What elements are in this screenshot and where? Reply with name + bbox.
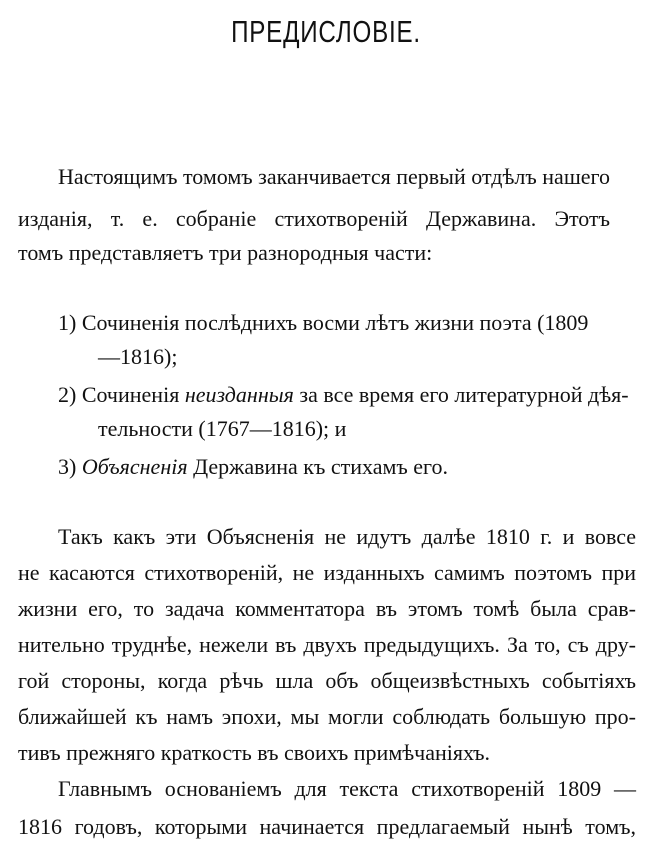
list-item-2-line-1 [58, 382, 629, 408]
para2-line-4: нительно труднѣе, нежели въ двухъ предыдущихъ. За то, съ дру- [18, 632, 636, 657]
list-item-2-line-2: тельности (1767—1816); и [98, 416, 347, 441]
para1-line-3: томъ представляетъ три разнородныя части: [18, 240, 433, 265]
para2-line-1: Такъ какъ эти Объясненія не идутъ далѣе 1810 г. и вовсе [58, 524, 636, 549]
para1-line-1: Настоящимъ томомъ заканчивается первый отдѣлъ нашего [58, 164, 610, 189]
para3-line-1: Главнымъ основаніемъ для текста стихотвореній 1809 — [58, 776, 636, 801]
list-item-2-post: за все время его литературной дѣя- [293, 382, 629, 407]
page-title: ПРЕДИСЛОВІЕ. [231, 14, 421, 49]
para2-line-6: ближайшей къ намъ эпохи, мы могли соблюдать большую про- [18, 704, 636, 729]
list-item-1-line-2: —1816); [98, 344, 178, 369]
para2-line-7: тивъ прежняго краткость въ своихъ примѣчаніяхъ. [18, 740, 491, 765]
list-item-3-pre: 3) [58, 454, 82, 479]
para2-line-5: гой стороны, когда рѣчь шла объ общеизвѣстныхъ событіяхъ [18, 668, 636, 693]
para2-line-2: не касаются стихотвореній, не изданныхъ самимъ поэтомъ при [18, 560, 636, 585]
list-item-3-post: Державина къ стихамъ его. [187, 454, 449, 479]
para2-line-3: жизни его, то задача комментатора въ этомъ томѣ была срав- [18, 596, 636, 621]
para3-line-2: 1816 годовъ, которыми начинается предлагаемый нынѣ томъ, [18, 814, 636, 839]
list-item-3 [58, 454, 448, 480]
list-item-2-pre: 2) Сочиненія [58, 382, 185, 407]
list-item-1-line-1: 1) Сочиненія послѣднихъ восми лѣтъ жизни поэта (1809 [58, 310, 589, 335]
para1-line-2: изданія, т. е. собраніе стихотвореній Державина. Этотъ [18, 206, 610, 231]
list-item-3-emphasis: Объясненія [81, 454, 188, 479]
list-item-2-emphasis: неизданныя [184, 382, 294, 407]
